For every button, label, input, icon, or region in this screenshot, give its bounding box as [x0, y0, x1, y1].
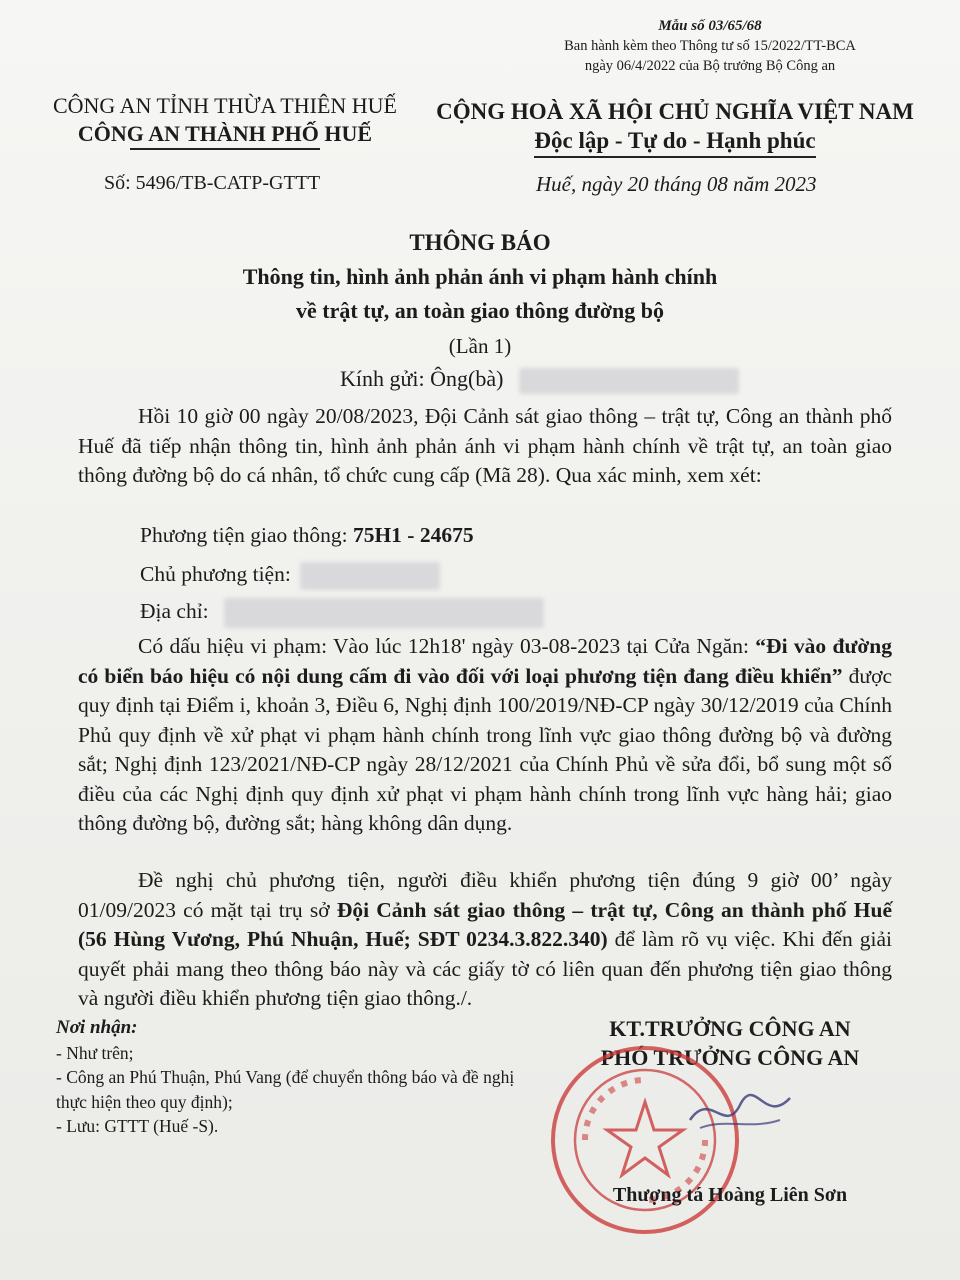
signature-line1: KT.TRƯỞNG CÔNG AN [609, 1016, 851, 1041]
redacted-owner [300, 562, 440, 590]
form-reference [540, 16, 880, 76]
redacted-recipient [519, 368, 739, 394]
recipients-block [56, 1016, 516, 1139]
document-subtitle-1: Thông tin, hình ảnh phản ánh vi phạm hành chính [242, 264, 718, 289]
owner-line [140, 559, 440, 590]
vehicle-line [140, 520, 474, 550]
nation-name: CỘNG HOÀ XÃ HỘI CHỦ NGHĨA VIỆT NAM [436, 99, 914, 124]
signer-name: Thượng tá Hoàng Liên Sơn [612, 1184, 848, 1206]
request-paragraph [78, 866, 892, 1014]
nation-motto: Độc lập - Tự do - Hạnh phúc [534, 126, 815, 158]
agency-unit: CÔNG AN THÀNH PHỐ HUẾ [77, 121, 373, 146]
violation-lead: Có dấu hiệu vi phạm: Vào lúc 12h18' ngày 03-08-2023 tại Cửa Ngăn: [138, 634, 756, 658]
address-line [140, 596, 544, 628]
form-issued-line1: Ban hành kèm theo Thông tư số 15/2022/TT-BCA [564, 38, 856, 54]
agency-parent: CÔNG AN TỈNH THỪA THIÊN HUẾ [52, 93, 397, 118]
form-code: Mẫu số 03/65/68 [658, 18, 762, 34]
violation-quote: “Đi vào đường có biển báo hiệu có nội dung cấm đi vào đối với loại phương tiện đang điều khiển” [78, 634, 892, 688]
nation-header [430, 98, 920, 158]
vehicle-label: Phương tiện giao thông: [140, 523, 353, 547]
attempt-number: (Lần 1) [448, 334, 512, 358]
recipient-line [340, 366, 739, 394]
vehicle-plate: 75H1 - 24675 [352, 523, 474, 547]
document-subtitle-2: về trật tự, an toàn giao thông đường bộ [295, 298, 664, 323]
handwritten-signature [680, 1080, 800, 1140]
address-label: Địa chỉ: [140, 599, 209, 623]
recipients-item: - Như trên; [56, 1042, 134, 1063]
redacted-address [224, 598, 544, 628]
document-number: Số: 5496/TB-CATP-GTTT [104, 172, 321, 194]
official-stamp [545, 1040, 745, 1240]
request-rest: để làm rõ vụ việc. Khi đến giải quyết phải mang theo thông báo này và các giấy tờ có liên quan đến phương tiện giao thông và người điều khiển phương tiện giao thông./. [78, 927, 892, 1010]
request-place: Đội Cảnh sát giao thông – trật tự, Công an thành phố Huế (56 Hùng Vương, Phú Nhuận, Huế; SĐT 0234.3.822.340) [78, 897, 892, 951]
agency-header [30, 92, 420, 150]
document-title: THÔNG BÁO [409, 230, 551, 255]
signature-line2: PHÓ TRƯỞNG CÔNG AN [600, 1045, 860, 1070]
request-lead: Đề nghị chủ phương tiện, người điều khiển phương tiện đúng 9 giờ 00’ ngày 01/09/2023 có mặt tại trụ sở [78, 868, 892, 922]
form-issued-line2: ngày 06/4/2022 của Bộ trưởng Bộ Công an [584, 58, 836, 74]
recipient-label: Kính gửi: Ông(bà) [340, 366, 504, 391]
violation-rest: được quy định tại Điểm i, khoản 3, Điều 6, Nghị định 100/2019/NĐ-CP ngày 30/12/2019 của Chính Phủ quy định về xử phạt vi phạm hành chính trong lĩnh vực giao thông đường bộ và đường sắt; Nghị định 123/2021/NĐ-CP ngày 28/12/2021 của Chính Phủ về sửa đổi, bổ sung một số điều của các Nghị định quy định xử phạt vi phạm hành chính trong lĩnh vực hàng hải; giao thông đường bộ, đường sắt; hàng không dân dụng. [78, 663, 892, 835]
recipients-item: - Công an Phú Thuận, Phú Vang (để chuyển thông báo và đề nghị thực hiện theo quy định); [56, 1067, 515, 1112]
recipients-item: - Lưu: GTTT (Huế -S). [56, 1116, 219, 1136]
violation-paragraph [78, 632, 892, 839]
recipients-heading: Nơi nhận: [56, 1017, 138, 1038]
agency-underline [130, 148, 320, 150]
intro-paragraph: Hồi 10 giờ 00 ngày 20/08/2023, Đội Cảnh sát giao thông – trật tự, Công an thành phố Huế đã tiếp nhận thông tin, hình ảnh phản ánh vi phạm hành chính về trật tự, an toàn giao thông đường bộ do cá nhân, tổ chức cung cấp (Mã 28). Qua xác minh, xem xét: [78, 404, 892, 487]
place-date: Huế, ngày 20 tháng 08 năm 2023 [536, 172, 817, 196]
owner-label: Chủ phương tiện: [140, 562, 291, 586]
